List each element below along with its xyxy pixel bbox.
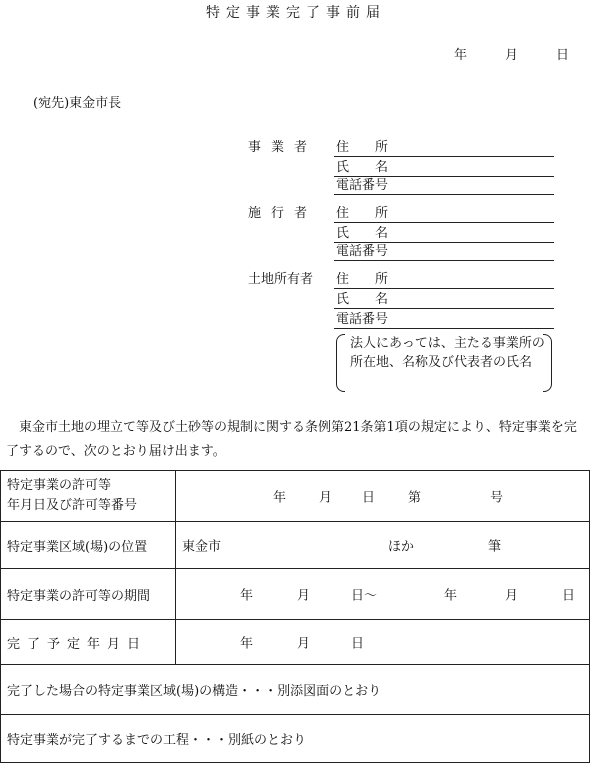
- corporation-note: [336, 334, 552, 390]
- site-location-label: 特定事業区域(場)の位置: [1, 522, 176, 569]
- form-title: 特定事業完了事前届: [206, 5, 386, 21]
- date-day: 日: [556, 48, 570, 63]
- addressee: (宛先)東金市長: [33, 96, 122, 111]
- table-row-completion-date: [1, 620, 590, 665]
- note-bracket-right: [543, 334, 552, 392]
- date-month: 月: [505, 48, 519, 63]
- submission-date: [454, 44, 569, 63]
- permit-label-line2: 年月日及び許可等番号: [7, 498, 138, 513]
- landowner-address-field[interactable]: 住 所: [334, 268, 554, 289]
- body-paragraph: 東金市土地の埋立て等及び土砂等の規制に関する条例第21条第1項の規定により、特定事業を完了するので、次のとおり届け出ます。: [6, 420, 577, 459]
- permit-period-label: 特定事業の許可等の期間: [1, 569, 176, 620]
- table-row-process: [1, 715, 590, 763]
- structure-text: 完了した場合の特定事業区域(場)の構造・・・別添図面のとおり: [1, 665, 590, 715]
- contractor-address-field[interactable]: 住 所: [334, 202, 554, 223]
- process-text: 特定事業が完了するまでの工程・・・別紙のとおり: [1, 715, 590, 763]
- note-bracket-left: [336, 334, 345, 392]
- date-year: 年: [454, 48, 468, 63]
- table-row-structure: [1, 665, 590, 715]
- details-table: [0, 470, 590, 763]
- party-label-business-operator: 事業者: [248, 140, 318, 155]
- party-label-contractor: 施行者: [248, 206, 318, 221]
- note-text: 法人にあっては、主たる事業所の所在地、名称及び代表者の氏名: [350, 336, 545, 370]
- permit-date-number-value[interactable]: 年 月 日 第 号: [176, 471, 590, 522]
- table-row-permit-date-number: [1, 471, 590, 522]
- landowner-name-field[interactable]: 氏 名: [334, 288, 554, 309]
- permit-label-line1: 特定事業の許可等: [7, 478, 112, 493]
- business-operator-phone-field[interactable]: 電話番号: [334, 174, 554, 195]
- site-location-value[interactable]: 東金市 ほか 筆: [176, 522, 590, 569]
- permit-period-value[interactable]: 年 月 日～ 年 月 日: [176, 569, 590, 620]
- table-row-permit-period: [1, 569, 590, 620]
- party-label-landowner: 土地所有者: [248, 272, 314, 287]
- table-row-site-location: [1, 522, 590, 569]
- landowner-phone-field[interactable]: 電話番号: [334, 308, 554, 329]
- completion-date-value[interactable]: 年 月 日: [176, 620, 590, 665]
- contractor-name-field[interactable]: 氏 名: [334, 222, 554, 243]
- business-operator-address-field[interactable]: 住 所: [334, 136, 554, 157]
- contractor-phone-field[interactable]: 電話番号: [334, 240, 554, 261]
- business-operator-name-field[interactable]: 氏 名: [334, 156, 554, 177]
- completion-date-label: 完了予定年月日: [1, 620, 176, 665]
- permit-date-number-label: [1, 471, 176, 522]
